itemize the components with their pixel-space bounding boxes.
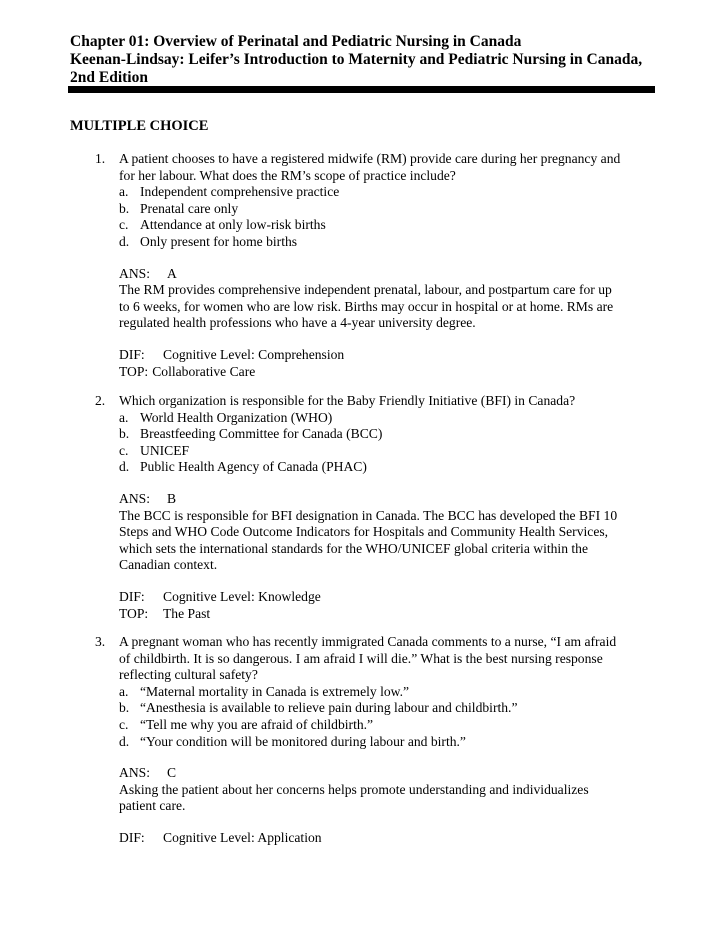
answer-label: ANS: [119, 490, 150, 506]
option-text: Independent comprehensive practice [140, 184, 340, 200]
option-b [119, 426, 655, 443]
rationale [119, 282, 655, 332]
option-letter: b. [119, 700, 130, 716]
question-stem [119, 634, 655, 684]
header-rule [68, 86, 655, 93]
question-body [119, 151, 655, 380]
option-text: World Health Organization (WHO) [140, 409, 333, 425]
rationale-line: regulated health professions who have a 4-year university degree. [119, 315, 476, 331]
rationale [119, 508, 655, 574]
option-c [119, 217, 655, 234]
section-heading: MULTIPLE CHOICE [70, 118, 209, 134]
option-letter: c. [119, 716, 129, 732]
rationale-line: The RM provides comprehensive independent prenatal, labour, and postpartum care for up [119, 282, 612, 298]
rationale-line: The BCC is responsible for BFI designation in Canada. The BCC has developed the BFI 10 [119, 507, 618, 523]
option-c [119, 443, 655, 460]
option-list [119, 684, 655, 750]
topic-value: Collaborative Care [152, 363, 256, 379]
option-d [119, 734, 655, 751]
rationale-line: Canadian context. [119, 557, 218, 573]
stem-line: A pregnant woman who has recently immigrated Canada comments to a nurse, “I am afraid [119, 634, 617, 649]
option-letter: b. [119, 200, 130, 216]
option-list [119, 184, 655, 250]
document-header [70, 33, 660, 87]
answer-value: A [167, 265, 177, 281]
option-text: “Anesthesia is available to relieve pain during labour and childbirth.” [140, 700, 518, 716]
question-3 [95, 634, 655, 847]
topic-row [119, 606, 655, 623]
option-text: UNICEF [140, 442, 190, 458]
option-letter: c. [119, 217, 129, 233]
option-letter: d. [119, 459, 130, 475]
option-text: “Tell me why you are afraid of childbirth.” [140, 716, 374, 732]
option-text: Breastfeeding Committee for Canada (BCC) [140, 426, 383, 442]
option-letter: a. [119, 409, 129, 425]
option-a [119, 684, 655, 701]
option-c [119, 717, 655, 734]
question-stem [119, 393, 655, 410]
option-text: Prenatal care only [140, 200, 239, 216]
option-list [119, 410, 655, 476]
difficulty-value: Cognitive Level: Comprehension [163, 346, 345, 362]
question-number: 3. [95, 634, 106, 649]
option-text: Public Health Agency of Canada (PHAC) [140, 459, 367, 475]
answer-label: ANS: [119, 265, 150, 281]
difficulty-value: Cognitive Level: Knowledge [163, 588, 321, 604]
rationale [119, 782, 655, 815]
topic-row [119, 364, 655, 381]
difficulty-label: DIF: [119, 346, 145, 362]
answer-label: ANS: [119, 765, 150, 781]
option-text: Attendance at only low-risk births [140, 217, 326, 233]
option-letter: a. [119, 184, 129, 200]
option-a [119, 410, 655, 427]
rationale-line: Steps and WHO Code Outcome Indicators for Hospitals and Community Health Services, [119, 524, 609, 540]
answer-row [119, 266, 655, 283]
question-body [119, 393, 655, 622]
topic-label: TOP: [119, 605, 149, 621]
question-2 [95, 393, 655, 622]
difficulty-row [119, 589, 655, 606]
question-stem [119, 151, 655, 184]
option-a [119, 184, 655, 201]
option-letter: c. [119, 442, 129, 458]
difficulty-label: DIF: [119, 829, 145, 845]
option-b [119, 700, 655, 717]
option-b [119, 201, 655, 218]
answer-value: B [167, 490, 177, 506]
option-letter: b. [119, 426, 130, 442]
question-1 [95, 151, 655, 380]
answer-row [119, 765, 655, 782]
question-number: 2. [95, 393, 106, 408]
difficulty-row [119, 830, 655, 847]
stem-line: Which organization is responsible for the Baby Friendly Initiative (BFI) in Canada? [119, 393, 576, 408]
rationale-line: which sets the international standards for the WHO/UNICEF global criteria within the [119, 540, 588, 556]
stem-line: A patient chooses to have a registered midwife (RM) provide care during her pregnancy and [119, 151, 621, 166]
topic-label: TOP: [119, 363, 149, 379]
difficulty-row [119, 347, 655, 364]
stem-line: reflecting cultural safety? [119, 667, 258, 683]
answer-value: C [167, 765, 177, 781]
book-title: Keenan-Lindsay: Leifer’s Introduction to Maternity and Pediatric Nursing in Canada, [70, 51, 643, 68]
option-letter: a. [119, 683, 129, 699]
stem-line: of childbirth. It is so dangerous. I am afraid I will die.” What is the best nursing response [119, 650, 603, 666]
rationale-line: to 6 weeks, for women who are low risk. Births may occur in hospital or at home. RMs are [119, 298, 614, 314]
topic-value: The Past [163, 605, 211, 621]
answer-row [119, 491, 655, 508]
question-body [119, 634, 655, 847]
option-text: “Your condition will be monitored during labour and birth.” [140, 733, 466, 749]
difficulty-value: Cognitive Level: Application [163, 829, 322, 845]
difficulty-label: DIF: [119, 588, 145, 604]
option-letter: d. [119, 233, 130, 249]
option-letter: d. [119, 733, 130, 749]
option-text: Only present for home births [140, 233, 298, 249]
option-text: “Maternal mortality in Canada is extremely low.” [140, 683, 410, 699]
rationale-line: Asking the patient about her concerns helps promote understanding and individualizes [119, 781, 589, 797]
stem-line: for her labour. What does the RM’s scope of practice include? [119, 167, 456, 183]
option-d [119, 234, 655, 251]
option-d [119, 459, 655, 476]
question-number: 1. [95, 151, 106, 166]
book-edition: 2nd Edition [70, 69, 148, 86]
chapter-title: Chapter 01: Overview of Perinatal and Pediatric Nursing in Canada [70, 33, 522, 50]
rationale-line: patient care. [119, 798, 186, 814]
